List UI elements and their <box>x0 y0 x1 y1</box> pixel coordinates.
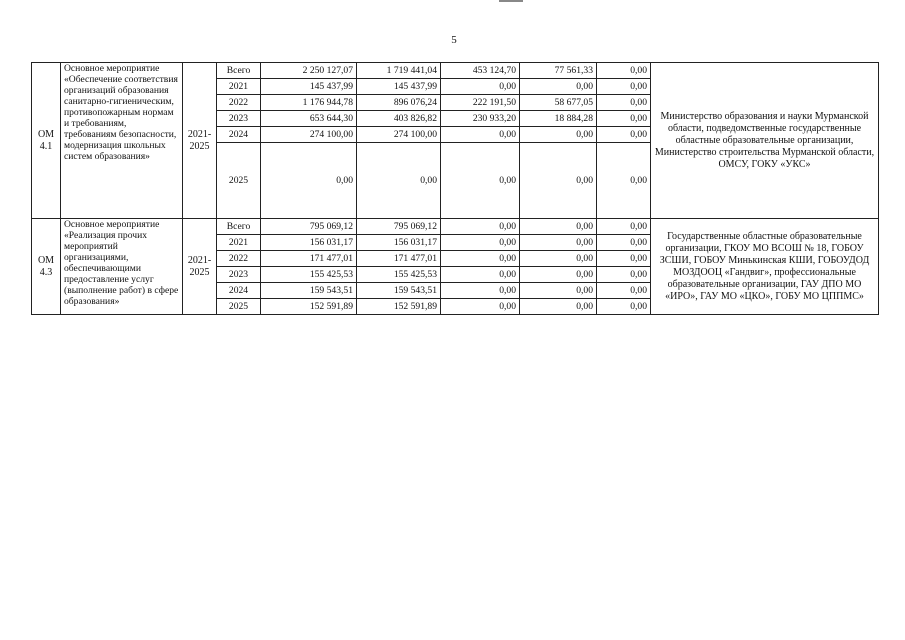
year-cell: 2023 <box>217 111 261 127</box>
other-sources-cell: 0,00 <box>597 299 651 315</box>
regional-budget-cell: 155 425,53 <box>357 267 441 283</box>
total-cell: 155 425,53 <box>261 267 357 283</box>
local-budget-cell: 0,00 <box>520 219 597 235</box>
year-cell: 2021 <box>217 235 261 251</box>
total-cell: 2 250 127,07 <box>261 63 357 79</box>
federal-budget-cell: 0,00 <box>441 143 520 219</box>
other-sources-cell: 0,00 <box>597 235 651 251</box>
other-sources-cell: 0,00 <box>597 251 651 267</box>
local-budget-cell: 18 884,28 <box>520 111 597 127</box>
local-budget-cell: 0,00 <box>520 143 597 219</box>
measure-code: ОМ 4.1 <box>32 63 61 219</box>
federal-budget-cell: 0,00 <box>441 251 520 267</box>
total-cell: 274 100,00 <box>261 127 357 143</box>
other-sources-cell: 0,00 <box>597 283 651 299</box>
federal-budget-cell: 0,00 <box>441 235 520 251</box>
federal-budget-cell: 453 124,70 <box>441 63 520 79</box>
regional-budget-cell: 171 477,01 <box>357 251 441 267</box>
other-sources-cell: 0,00 <box>597 127 651 143</box>
regional-budget-cell: 145 437,99 <box>357 79 441 95</box>
local-budget-cell: 0,00 <box>520 267 597 283</box>
regional-budget-cell: 1 719 441,04 <box>357 63 441 79</box>
total-cell: 145 437,99 <box>261 79 357 95</box>
measure-code: ОМ 4.3 <box>32 219 61 315</box>
year-cell: 2025 <box>217 299 261 315</box>
executors-cell: Министерство образования и науки Мурманской области, подведомственные государственные областные образовательные организации, Министерство строительства Мурманской области, ОМСУ, ГОКУ «УКС» <box>651 63 879 219</box>
regional-budget-cell: 403 826,82 <box>357 111 441 127</box>
other-sources-cell: 0,00 <box>597 219 651 235</box>
total-cell: 159 543,51 <box>261 283 357 299</box>
total-cell: 171 477,01 <box>261 251 357 267</box>
local-budget-cell: 0,00 <box>520 283 597 299</box>
other-sources-cell: 0,00 <box>597 79 651 95</box>
other-sources-cell: 0,00 <box>597 63 651 79</box>
total-cell: 653 644,30 <box>261 111 357 127</box>
federal-budget-cell: 222 191,50 <box>441 95 520 111</box>
year-cell: 2022 <box>217 95 261 111</box>
measure-period: 2021- 2025 <box>183 219 217 315</box>
regional-budget-cell: 795 069,12 <box>357 219 441 235</box>
total-cell: 152 591,89 <box>261 299 357 315</box>
federal-budget-cell: 0,00 <box>441 299 520 315</box>
year-cell: 2024 <box>217 283 261 299</box>
local-budget-cell: 77 561,33 <box>520 63 597 79</box>
local-budget-cell: 0,00 <box>520 235 597 251</box>
measure-period: 2021- 2025 <box>183 63 217 219</box>
other-sources-cell: 0,00 <box>597 267 651 283</box>
page-number: 5 <box>451 34 457 46</box>
federal-budget-cell: 0,00 <box>441 267 520 283</box>
other-sources-cell: 0,00 <box>597 95 651 111</box>
table-row <box>32 63 879 79</box>
year-cell: Всего <box>217 63 261 79</box>
regional-budget-cell: 896 076,24 <box>357 95 441 111</box>
table-row <box>32 219 879 235</box>
federal-budget-cell: 0,00 <box>441 127 520 143</box>
total-cell: 795 069,12 <box>261 219 357 235</box>
federal-budget-cell: 0,00 <box>441 283 520 299</box>
year-cell: 2024 <box>217 127 261 143</box>
federal-budget-cell: 230 933,20 <box>441 111 520 127</box>
local-budget-cell: 0,00 <box>520 251 597 267</box>
regional-budget-cell: 156 031,17 <box>357 235 441 251</box>
year-cell: 2022 <box>217 251 261 267</box>
measure-description: Основное мероприятие «Реализация прочих мероприятий организациями, обеспечивающими предоставление услуг (выполнение работ) в сфере образования» <box>61 219 183 315</box>
regional-budget-cell: 274 100,00 <box>357 127 441 143</box>
executors-cell: Государственные областные образовательные организации, ГКОУ МО ВСОШ № 18, ГОБОУ ЗСШИ, ГОБОУ Минькинская КШИ, ГОБОУДОД МОЗДООЦ «Гандвиг», профессиональные образовательные организации, ГАУ ДПО МО «ИРО», ГАУ МО «ЦКО», ГОБУ МО ЦППМС» <box>651 219 879 315</box>
total-cell: 1 176 944,78 <box>261 95 357 111</box>
federal-budget-cell: 0,00 <box>441 79 520 95</box>
federal-budget-cell: 0,00 <box>441 219 520 235</box>
year-cell: 2025 <box>217 143 261 219</box>
other-sources-cell: 0,00 <box>597 143 651 219</box>
year-cell: 2023 <box>217 267 261 283</box>
regional-budget-cell: 0,00 <box>357 143 441 219</box>
regional-budget-cell: 159 543,51 <box>357 283 441 299</box>
local-budget-cell: 58 677,05 <box>520 95 597 111</box>
regional-budget-cell: 152 591,89 <box>357 299 441 315</box>
total-cell: 0,00 <box>261 143 357 219</box>
other-sources-cell: 0,00 <box>597 111 651 127</box>
financing-table <box>31 62 879 315</box>
local-budget-cell: 0,00 <box>520 299 597 315</box>
top-edge-mark <box>499 0 523 2</box>
local-budget-cell: 0,00 <box>520 79 597 95</box>
local-budget-cell: 0,00 <box>520 127 597 143</box>
measure-description: Основное мероприятие «Обеспечение соответствия организаций образования санитарно-гигиеническим, противопожарным нормам и требованиям, требованиям безопасности, модернизация школьных систем образования» <box>61 63 183 219</box>
year-cell: 2021 <box>217 79 261 95</box>
year-cell: Всего <box>217 219 261 235</box>
total-cell: 156 031,17 <box>261 235 357 251</box>
